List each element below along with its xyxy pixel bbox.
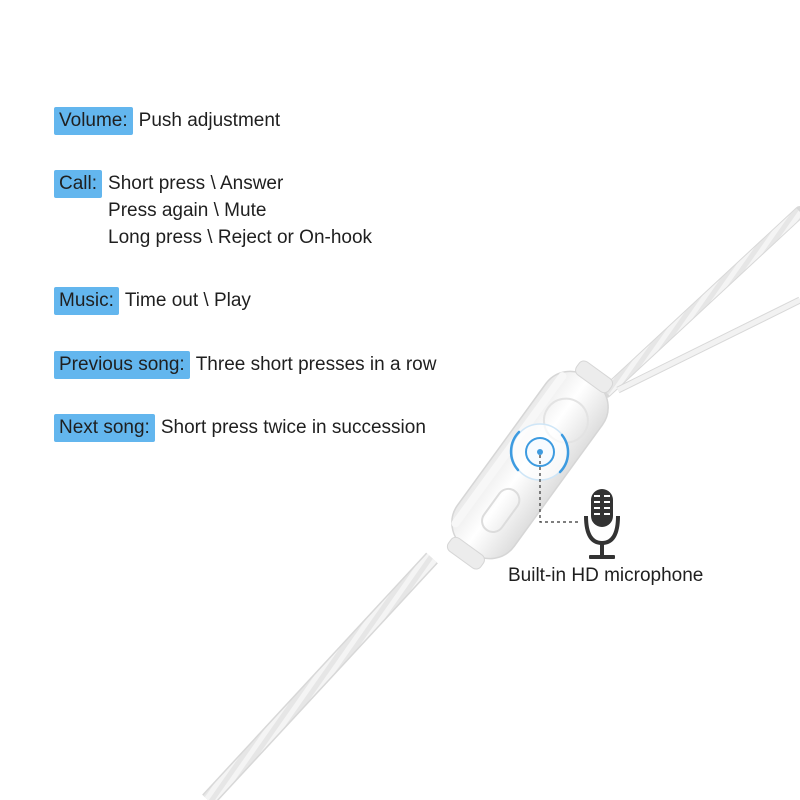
microphone-icon [586,489,618,559]
control-tag: Next song: [54,414,155,442]
control-row-next-song [54,414,426,442]
control-row-call [54,170,372,251]
control-description: Push adjustment [138,110,281,131]
control-row-previous-song [54,351,436,379]
control-tag: Previous song: [54,351,190,379]
control-description: Short press twice in succession [160,417,426,438]
control-tag: Call: [54,170,102,198]
control-description: Short press \ Answer [108,173,284,194]
control-description: Long press \ Reject or On-hook [108,227,373,248]
control-row-volume [54,107,280,135]
control-row-music [54,287,251,315]
control-description: Press again \ Mute [108,200,267,221]
control-tag: Music: [54,287,119,315]
lower-cable [208,558,432,800]
control-description: Time out \ Play [124,290,251,311]
upper-cable [606,212,800,392]
control-tag: Volume: [54,107,133,135]
microphone-caption: Built-in HD microphone [508,565,704,586]
mic-hole-highlight [511,424,568,480]
control-description: Three short presses in a row [195,354,437,375]
